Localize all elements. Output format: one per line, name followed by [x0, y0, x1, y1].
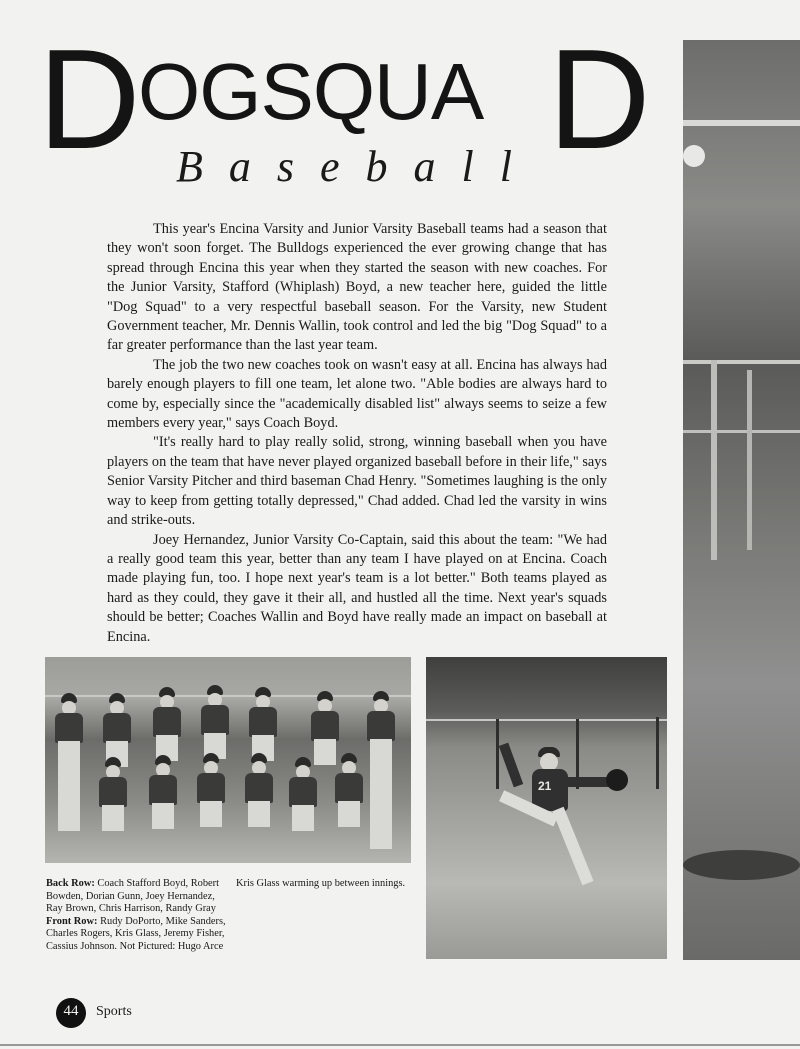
player-figure: [145, 755, 181, 827]
fence-top-rail: [683, 120, 800, 126]
player-figure: [99, 693, 135, 765]
caption-text: Coach Stafford Boyd, Robert Bowden, Dorian Gunn, Joey Hernandez, Ray Brown, Chris Harrison, Randy Gray: [46, 878, 219, 915]
player-figure: [149, 687, 185, 759]
team-photo: [45, 657, 411, 863]
fence-rail: [683, 360, 800, 364]
jersey-number: 21: [538, 779, 552, 793]
player-figure: [245, 687, 281, 759]
baseball-graphic: [683, 145, 705, 167]
fence-rail: [683, 430, 800, 433]
article-paragraph: Joey Hernandez, Junior Varsity Co-Captain, said this about the team: "We had a really good team this year, better than any team I have played on at Encina. Coach made playing fun, too. I hope next year's team is a lot better." Both teams played as hard as they could, they gave it their all, and hustled all the time. Next year's squads should be better; Coaches Wallin and Boyd have really made an impact on baseball at Encina.: [107, 531, 607, 645]
page-title: [38, 20, 678, 191]
fence-post: [656, 717, 659, 789]
title-first-letter: D: [38, 20, 141, 179]
team-photo-caption: [46, 878, 226, 954]
article-paragraph: "It's really hard to play really solid, strong, winning baseball when you have players on the team that have never played organized baseball before in their life," says Senior Varsity Pitcher and third baseman Chad Henry. "Sometimes laughing is the only way to keep from getting totally depressed," Chad added. Chad led the varsity in wins and strike-outs.: [107, 434, 607, 529]
caption-label: Back Row:: [46, 878, 95, 889]
fence-rail: [426, 719, 667, 721]
field-shadow: [683, 850, 800, 880]
title-middle: OGSQUA: [138, 47, 484, 136]
pitcher-figure: [466, 747, 626, 897]
page-number: 44: [56, 998, 86, 1028]
player-figure: [241, 753, 277, 825]
article-paragraph: The job the two new coaches took on wasn't easy at all. Encina has always had barely enough players to fill one team, let alone two. "Able bodies are always hard to come by, especially since the "academically disabled list" always seems to seize a few members every year," says Coach Boyd.: [107, 356, 607, 432]
player-figure: [95, 757, 131, 829]
baseball-field-photo: [683, 40, 800, 960]
glove-icon: [606, 769, 628, 791]
title-subtitle: Baseball: [176, 142, 538, 191]
fence-post: [747, 370, 752, 550]
player-figure: [51, 693, 87, 765]
pitcher-photo: [426, 657, 667, 959]
article-paragraph: This year's Encina Varsity and Junior Varsity Baseball teams had a season that they won't soon forget. The Bulldogs experienced the ever growing change that has spread through Encina this year when they started the season with new coaches. For the Junior Varsity, Stafford (Whiplash) Boyd, a new teacher here, guided the little "Dog Squad" to a very respectful baseball season. For the Varsity, new Student Government teacher, Mr. Dennis Wallin, took control and led the big "Dog Squad" to a far greater performance than the last year team.: [107, 221, 607, 354]
pitcher-photo-caption: Kris Glass warming up between innings.: [236, 878, 406, 889]
article-body: [107, 220, 607, 647]
player-figure: [331, 753, 367, 825]
player-figure: [285, 757, 321, 829]
player-figure: [363, 691, 399, 763]
caption-label: Front Row:: [46, 915, 98, 927]
fence-post: [711, 360, 717, 560]
player-figure: [197, 685, 233, 757]
player-figure: [193, 753, 229, 825]
page-bottom-edge: [0, 1044, 800, 1046]
caption-text: Rudy DoPorto, Mike Sanders, Charles Rogers, Kris Glass, Jeremy Fisher, Cassius Johnson. Not Pictured: Hugo Arce: [46, 915, 226, 952]
title-last-letter: D: [548, 20, 651, 179]
section-label: Sports: [96, 1004, 132, 1019]
